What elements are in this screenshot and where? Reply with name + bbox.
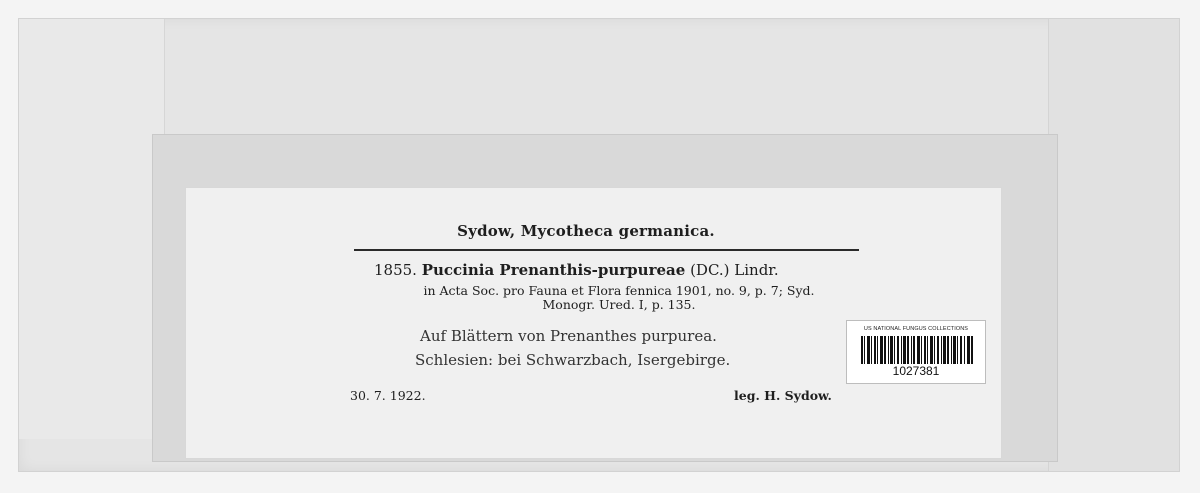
taxon-number: 1855. (374, 261, 417, 279)
locality-text: Schlesien: bei Schwarzbach, Isergebirge. (415, 351, 731, 369)
barcode-number: 1027381 (892, 364, 940, 378)
series-title: Sydow, Mycotheca germanica. (457, 222, 715, 240)
barcode-sticker (846, 320, 986, 384)
barcode-icon (861, 336, 973, 364)
barcode-organization: US NATIONAL FUNGUS COLLECTIONS (863, 326, 969, 332)
collector: leg. H. Sydow. (734, 388, 832, 403)
citation (364, 284, 874, 312)
citation-line-1: in Acta Soc. pro Fauna et Flora fennica 1901, no. 9, p. 7; Syd. (423, 283, 815, 298)
host-text: Auf Blättern von Prenanthes purpurea. (420, 327, 717, 345)
taxon-name: Puccinia Prenanthis-purpureae (421, 261, 686, 279)
collection-date: 30. 7. 1922. (350, 388, 426, 403)
citation-line-2: Monogr. Ured. I, p. 135. (542, 297, 696, 312)
taxon-line (374, 261, 779, 279)
title-rule (354, 249, 859, 251)
envelope-flap (19, 19, 165, 439)
taxon-authority: (DC.) Lindr. (690, 261, 779, 279)
envelope-right-fold (1048, 19, 1179, 471)
